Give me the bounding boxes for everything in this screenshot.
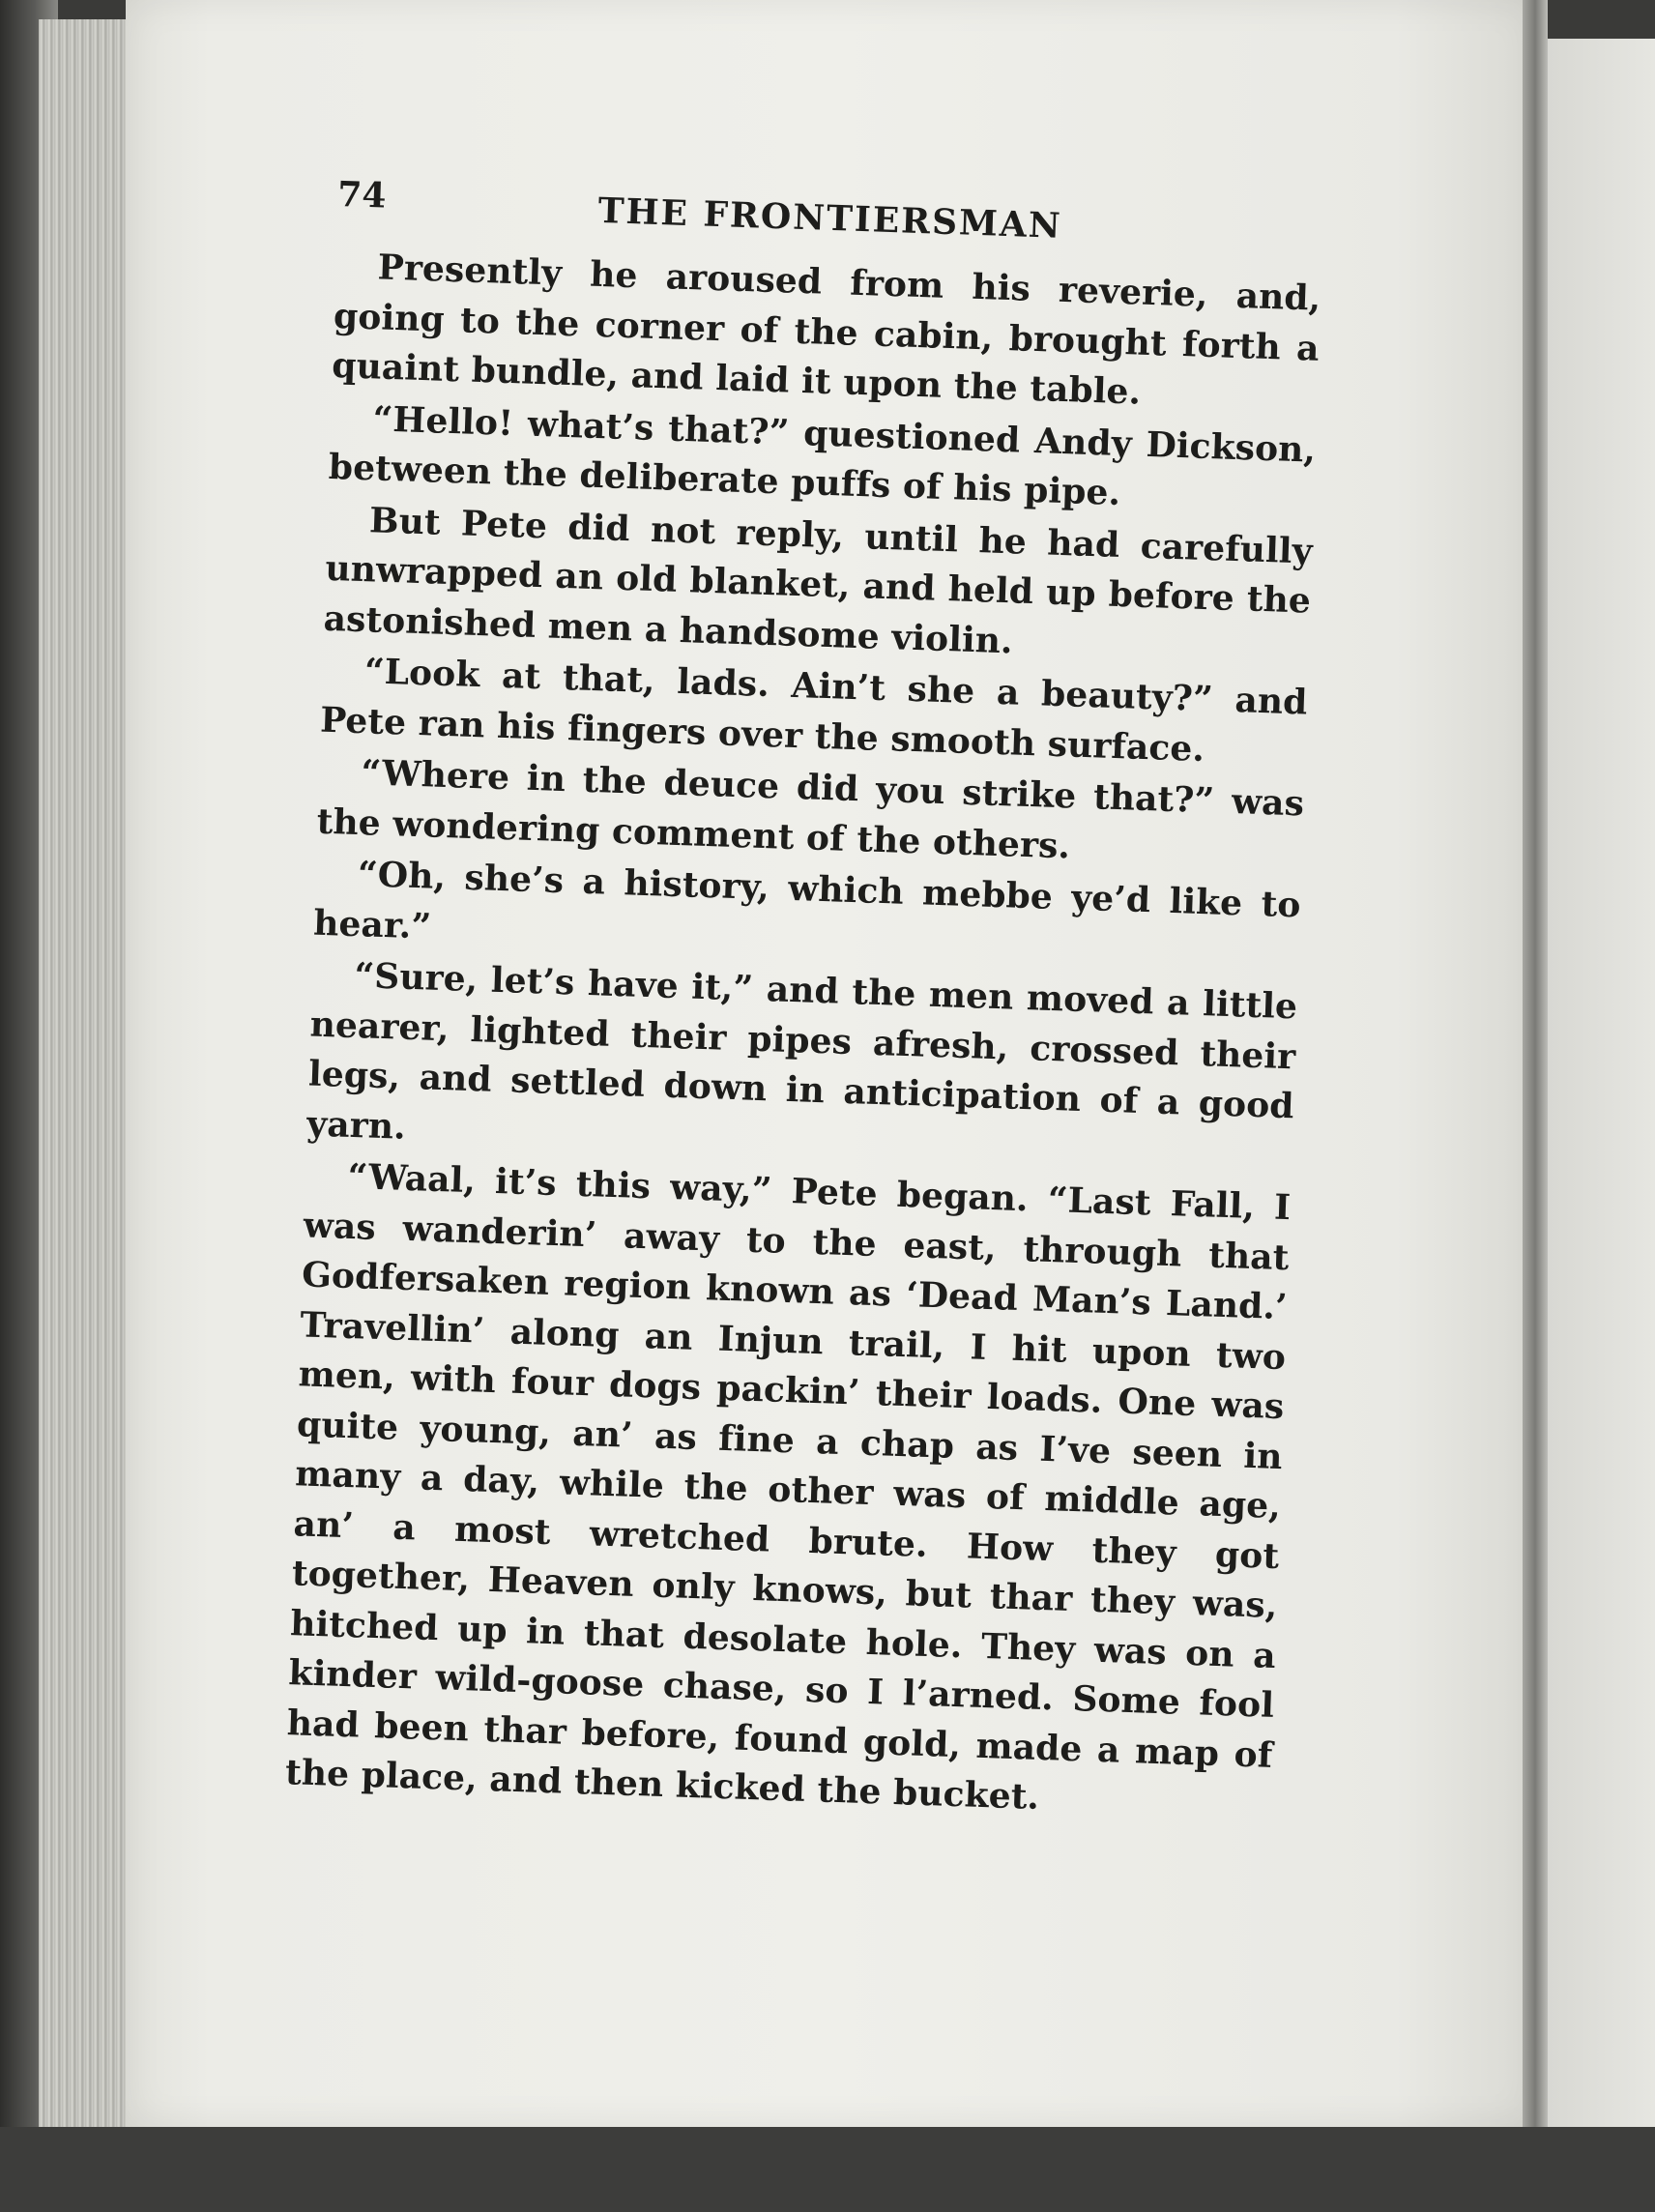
paragraph: “Look at that, lads. Ain’t she a beauty?” and Pete ran his fingers over the smooth surface. [319, 651, 1309, 770]
page-text-block [284, 174, 1324, 1849]
paragraph: “Where in the deuce did you strike that?” was the wondering comment of the others. [316, 752, 1305, 866]
book-gutter [1523, 0, 1548, 2127]
page-number: 74 [336, 174, 388, 217]
paragraph: “Oh, she’s a history, which mebbe ye’d like to hear.” [312, 854, 1302, 947]
scan-background [0, 2127, 1655, 2212]
paragraph: “Hello! what’s that?” questioned Andy Dickson, between the deliberate puffs of his pipe. [328, 397, 1317, 513]
facing-page-edge [1548, 39, 1655, 2127]
paragraph: “Sure, let’s have it,” and the men moved a little nearer, lighted their pipes afresh, crossed their legs, and settled down in anticipation of a good yarn. [305, 955, 1298, 1148]
paragraph: But Pete did not reply, until he had carefully unwrapped an old blanket, and held up before the astonished men a handsome violin. [323, 499, 1314, 661]
paragraph: “Waal, it’s this way,” Pete began. “Last Fall, I was wanderin’ away to the east, through that Godfersaken region known as ‘Dead Man’s Land.’ Travellin’ along an Injun trail, I hit upon two men, with four dogs packin’ their loads. One was quite young, an’ as fine a chap as I’ve seen in many a day, while the other was of middle age, an’ a most wretched brute. How they got together, Heaven only knows, but thar they was, hitched up in that desolate hole. They was on a kinder wild-goose chase, so I l’arned. Some fool had been thar before, found gold, made a map of the place, and then kicked the bucket. [284, 1155, 1292, 1818]
paragraph: Presently he aroused from his reverie, and, going to the corner of the cabin, brought forth a quaint bundle, and laid it upon the table. [331, 247, 1321, 413]
running-title: THE FRONTIERSMAN [597, 189, 1063, 247]
